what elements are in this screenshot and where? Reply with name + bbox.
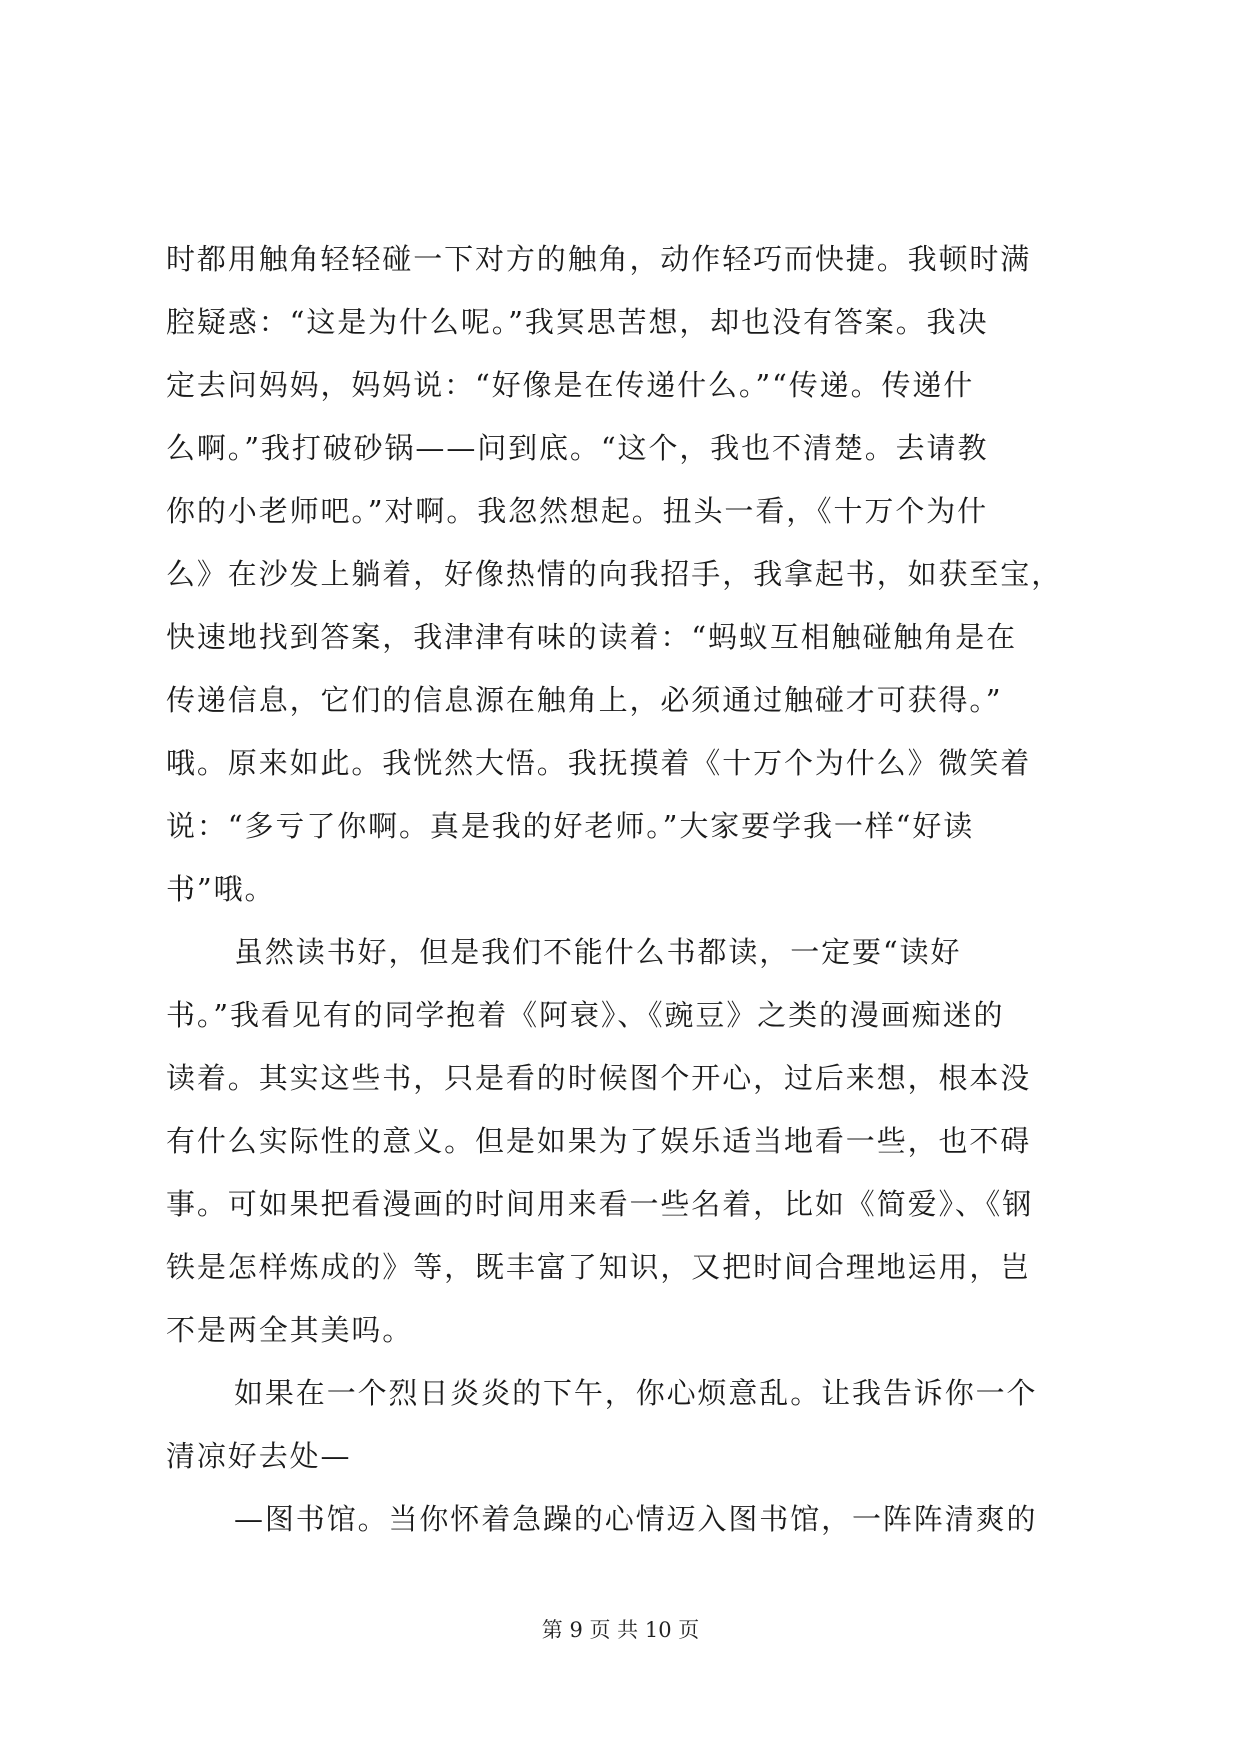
text-line: 腔疑惑：“这是为什么呢。”我冥思苦想，却也没有答案。我决 bbox=[166, 305, 989, 339]
text-line: 么》在沙发上躺着，好像热情的向我招手，我拿起书，如获至宝， bbox=[166, 557, 1063, 591]
text-line: 书”哦。 bbox=[166, 872, 276, 906]
text-line: 快速地找到答案，我津津有味的读着：“蚂蚁互相触碰触角是在 bbox=[166, 620, 1018, 654]
text-line: 事。可如果把看漫画的时间用来看一些名着，比如《简爱》、《钢 bbox=[166, 1187, 1034, 1221]
page-number: 第 9 页 共 10 页 bbox=[541, 1618, 700, 1642]
text-line: 哦。原来如此。我恍然大悟。我抚摸着《十万个为什么》微笑着 bbox=[166, 746, 1032, 780]
text-line: 时都用触角轻轻碰一下对方的触角，动作轻巧而快捷。我顿时满 bbox=[166, 242, 1032, 276]
page-footer bbox=[0, 1615, 1241, 1645]
text-line: 定去问妈妈，妈妈说：“好像是在传递什么。”“传递。传递什 bbox=[166, 368, 975, 402]
text-line: 书。”我看见有的同学抱着《阿衰》、《豌豆》之类的漫画痴迷的 bbox=[166, 998, 1005, 1032]
paragraph-first-line: 如果在一个烈日炎炎的下午，你心烦意乱。让我告诉你一个 bbox=[234, 1376, 1038, 1410]
text-line: 读着。其实这些书，只是看的时候图个开心，过后来想，根本没 bbox=[166, 1061, 1032, 1095]
text-line: 不是两全其美吗。 bbox=[166, 1313, 414, 1347]
text-line: 你的小老师吧。”对啊。我忽然想起。扭头一看，《十万个为什 bbox=[166, 494, 989, 528]
text-line: 有什么实际性的意义。但是如果为了娱乐适当地看一些，也不碍 bbox=[166, 1124, 1032, 1158]
body-text bbox=[166, 228, 1086, 1551]
text-line: 清凉好去处— bbox=[166, 1439, 352, 1473]
paragraph-first-line: 虽然读书好，但是我们不能什么书都读，一定要“读好 bbox=[234, 935, 962, 969]
text-line: 说：“多亏了你啊。真是我的好老师。”大家要学我一样“好读 bbox=[166, 809, 975, 843]
paragraph-first-line: —图书馆。当你怀着急躁的心情迈入图书馆，一阵阵清爽的 bbox=[234, 1502, 1038, 1536]
text-line: 铁是怎样炼成的》等，既丰富了知识，又把时间合理地运用，岂 bbox=[166, 1250, 1032, 1284]
text-line: 么啊。”我打破砂锅——问到底。“这个，我也不清楚。去请教 bbox=[166, 431, 989, 465]
text-line: 传递信息，它们的信息源在触角上，必须通过触碰才可获得。” bbox=[166, 683, 1003, 717]
